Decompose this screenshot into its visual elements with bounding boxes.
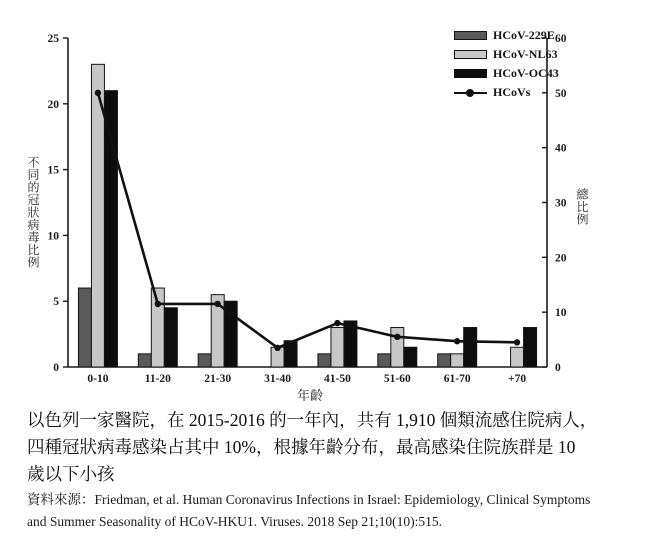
left-axis-title: 不同的冠狀病毒比例 — [26, 156, 40, 269]
y-right-tick-label: 20 — [555, 252, 567, 265]
bar-HCoV-OC43 — [104, 91, 117, 367]
bar-HCoV-NL63 — [451, 354, 464, 367]
x-tick-label: 41-50 — [324, 373, 351, 385]
legend-swatch-oc43-icon — [454, 69, 487, 78]
bar-HCoV-229E — [138, 354, 151, 367]
bar-HCoV-OC43 — [404, 347, 417, 367]
source-line: 資料來源：Friedman, et al. Human Coronavirus Infections in Israel: Epidemiology, Clinical Symptoms — [27, 492, 591, 507]
bar-HCoV-OC43 — [524, 328, 537, 367]
y-right-tick-label: 60 — [555, 33, 567, 45]
y-right-tick-label: 40 — [555, 142, 567, 155]
caption-line: 以色列一家醫院，在 2015-2016 的一年內，共有 1,910 個類流感住院病人， — [27, 410, 598, 430]
legend-label: HCoV-229E — [493, 28, 555, 42]
legend-swatch-229e-icon — [454, 31, 487, 40]
caption-line: 歲以下小孩 — [27, 464, 115, 484]
y-left-tick-label: 25 — [47, 33, 59, 45]
bar-HCoV-229E — [198, 354, 211, 367]
y-right-tick-label: 30 — [555, 197, 567, 210]
bar-HCoV-229E — [438, 354, 451, 367]
legend-label: HCoV-NL63 — [493, 47, 558, 61]
line-marker — [95, 90, 101, 96]
line-marker — [514, 339, 520, 345]
legend-row-hcov-oc43 — [454, 64, 559, 83]
legend-label: HCoV-OC43 — [493, 66, 559, 80]
y-left-tick-label: 20 — [47, 98, 59, 111]
chart-legend — [454, 26, 559, 102]
bar-HCoV-229E — [378, 354, 391, 367]
bar-HCoV-OC43 — [464, 328, 477, 367]
bar-HCoV-NL63 — [511, 347, 524, 367]
source-citation — [27, 489, 637, 532]
x-tick-label: 21-30 — [204, 373, 232, 385]
bar-HCoV-OC43 — [164, 308, 177, 367]
line-marker — [214, 301, 220, 307]
x-axis-title: 年齡 — [297, 388, 324, 403]
right-axis-title: 總比例 — [575, 188, 589, 226]
bar-HCoV-NL63 — [331, 328, 344, 367]
y-left-tick-label: 5 — [53, 296, 59, 309]
x-tick-label: 51-60 — [383, 373, 411, 385]
legend-label: HCoVs — [493, 85, 531, 99]
legend-row-hcov-229e — [454, 26, 559, 45]
legend-row-hcov-nl63 — [454, 45, 559, 64]
bar-HCoV-229E — [318, 354, 331, 367]
y-right-tick-label: 0 — [555, 362, 561, 374]
y-right-tick-label: 50 — [555, 87, 567, 100]
x-tick-label: 0-10 — [87, 373, 109, 385]
x-tick-label: +70 — [508, 373, 527, 385]
figure-caption — [27, 407, 633, 488]
x-tick-label: 31-40 — [264, 373, 291, 385]
x-tick-label: 61-70 — [443, 373, 471, 385]
y-left-tick-label: 15 — [47, 164, 59, 177]
legend-swatch-nl63-icon — [454, 50, 487, 59]
legend-line-marker-icon — [454, 88, 487, 97]
line-marker — [274, 345, 280, 351]
line-marker — [394, 334, 400, 340]
y-left-tick-label: 0 — [53, 362, 59, 374]
line-marker — [454, 338, 460, 344]
y-left-tick-label: 10 — [47, 230, 59, 243]
bar-HCoV-NL63 — [391, 328, 404, 367]
line-marker — [334, 320, 340, 326]
legend-row-hcovs — [454, 83, 559, 102]
source-line: and Summer Seasonality of HCoV-HKU1. Viruses. 2018 Sep 21;10(10):515. — [27, 513, 443, 529]
y-right-tick-label: 10 — [555, 307, 567, 320]
line-marker — [155, 301, 161, 307]
bar-HCoV-229E — [78, 288, 91, 367]
x-tick-label: 11-20 — [144, 373, 171, 385]
caption-line: 四種冠狀病毒感染占其中 10%，根據年齡分布，最高感染住院族群是 10 — [27, 437, 576, 457]
